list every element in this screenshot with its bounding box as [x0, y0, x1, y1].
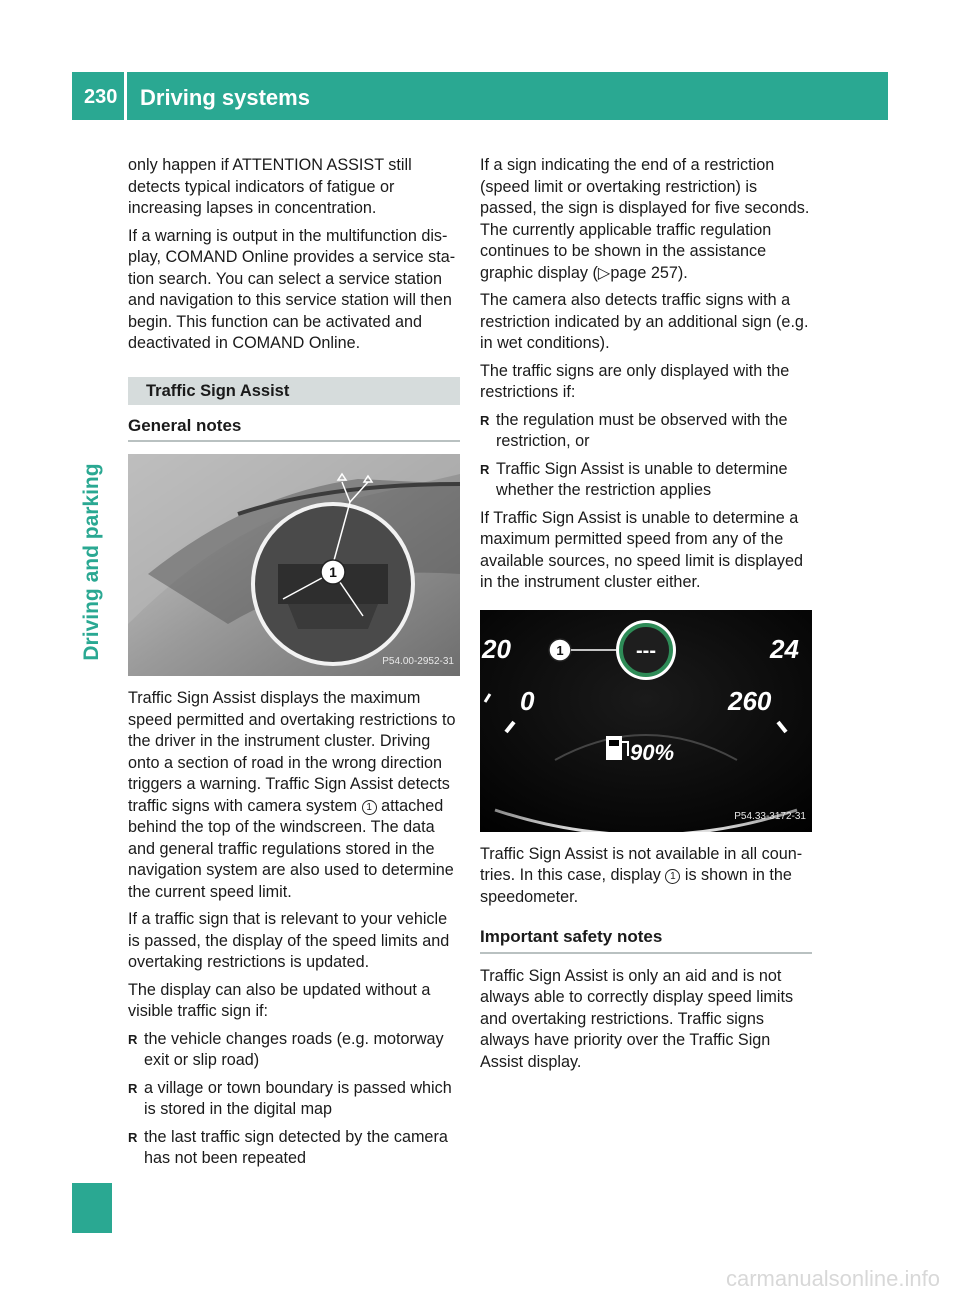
scale-label-260: 260	[728, 685, 772, 716]
page-number: 230	[84, 86, 118, 108]
callout-1-reference: 1	[362, 800, 377, 815]
left-column	[128, 155, 460, 1176]
list-item-text: the regulation must be observed with the restriction, or	[496, 410, 788, 450]
speedometer-figure	[480, 610, 812, 832]
speedometer-illustration	[480, 610, 812, 832]
header-divider	[124, 72, 127, 120]
right-paragraph-5	[480, 844, 812, 909]
bullet-mark: R	[480, 412, 490, 428]
general-notes-heading: General notes	[128, 415, 460, 443]
section-title: Driving systems	[140, 85, 310, 110]
side-tab-marker	[72, 1183, 112, 1233]
right-column	[480, 155, 812, 1079]
right-paragraph-5-end: is shown in the speedometer.	[480, 866, 792, 906]
list-item	[480, 459, 812, 502]
subsection-title: Traffic Sign Assist	[128, 377, 460, 405]
list-item	[128, 1029, 460, 1072]
list-item-text: the last traffic sign detected by the camera has not been repeated	[144, 1127, 448, 1167]
camera-figure	[128, 454, 460, 676]
list-item-text: Traffic Sign Assist is unable to determine whether the restriction applies	[496, 459, 788, 499]
callout-1-label: 1	[556, 642, 564, 658]
list-item-text: the vehicle changes roads (e.g. motorway exit or slip road)	[144, 1029, 444, 1069]
bullet-mark: R	[480, 461, 490, 477]
bullet-mark: R	[128, 1129, 138, 1145]
sign-text: ---	[636, 639, 656, 662]
fuel-level: 90%	[630, 739, 675, 765]
side-tab	[72, 420, 112, 720]
list-item	[480, 410, 812, 453]
footer-watermark: carmanualsonline.info	[725, 1266, 940, 1291]
list-item-text: a village or town boundary is passed which is stored in the digital map	[144, 1078, 452, 1118]
safety-notes-heading: Important safety notes	[480, 926, 812, 954]
intro-paragraph-2: If a warning is output in the multifunction display, COMAND Online provides a service station search. You can select a service station and navigation to this service station will then begin. This function can be activated and deactivated in COMAND Online.	[128, 226, 456, 352]
camera-illustration	[128, 454, 460, 676]
side-tab-label: Driving and parking	[80, 463, 103, 661]
right-paragraph-1-start: If a sign indicating the end of a restriction (speed limit or overtaking restriction) is passed, the sign is displayed for five seconds. The currently applicable traffic regulation continues to be shown in the assistance graphic display (	[480, 156, 810, 282]
scale-label-20: 20	[482, 633, 511, 664]
bullet-mark: R	[128, 1080, 138, 1096]
figure-1-code: P54.00-2952-31	[382, 655, 454, 667]
right-paragraph-1	[480, 155, 812, 284]
intro-paragraph-1: only happen if ATTENTION ASSIST still detects typical indicators of fatigue or increasing lapses in concentration.	[128, 156, 412, 217]
list-item	[128, 1127, 460, 1170]
right-paragraph-4: If Traffic Sign Assist is unable to determine a maximum permitted speed from any of the available sources, no speed limit is displayed in the instrument cluster either.	[480, 508, 804, 591]
bullet-mark: R	[128, 1031, 138, 1047]
page-reference-link[interactable]: page 257	[610, 263, 678, 282]
paragraph-5: The display can also be updated without a visible traffic sign if:	[128, 980, 431, 1020]
paragraph-4: If a traffic sign that is relevant to your vehicle is passed, the display of the speed limits and overtaking restrictions is updated.	[128, 910, 450, 971]
paragraph-3-start: Traffic Sign Assist displays the maximum speed permitted and overtaking restrictions to the driver in the instrument cluster. Driving onto a section of road in the wrong direction triggers a warning. Traffic Sign Assist detects traffic signs with camera system	[128, 689, 456, 815]
right-paragraph-3: The traffic signs are only displayed with the restrictions if:	[480, 361, 790, 401]
scale-label-0: 0	[520, 685, 535, 716]
scale-label-24: 24	[770, 633, 799, 664]
figure-2-code: P54.33-3172-31	[734, 811, 806, 822]
callout-1-label: 1	[329, 564, 337, 580]
paragraph-3-end: attached behind the top of the windscreen. The data and general traffic regulations stored in the navigation system are also used to determine the current speed limit.	[128, 796, 454, 901]
right-paragraph-1-end: ).	[677, 263, 688, 282]
paragraph-3	[128, 688, 460, 903]
callout-1-reference: 1	[665, 869, 680, 884]
right-paragraph-5-start: Traffic Sign Assist is not available in all countries. In this case, display	[480, 844, 803, 884]
right-paragraph-6: Traffic Sign Assist is only an aid and is not always able to correctly display speed limits and overtaking restrictions. Traffic signs always have priority over the Traffic Sign Assist display.	[480, 966, 794, 1071]
page-ref-arrow-icon: ▷	[597, 263, 611, 282]
right-paragraph-2: The camera also detects traffic signs with a restriction indicated by an additional sign (e.g. in wet conditions).	[480, 291, 809, 352]
list-item	[128, 1078, 460, 1121]
